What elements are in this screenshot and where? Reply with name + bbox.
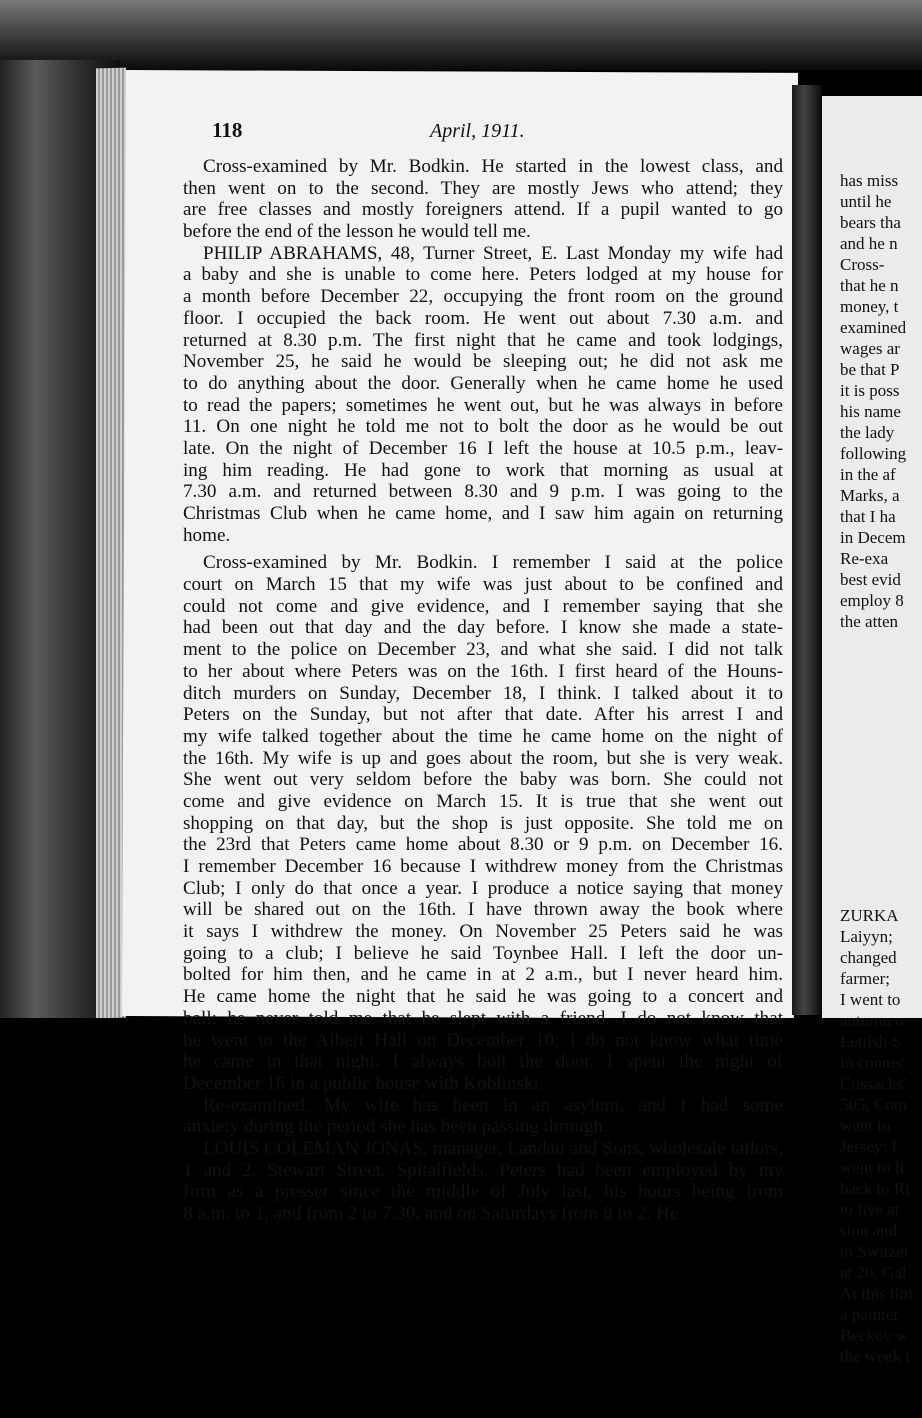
text-line: the 23rd that Peters came home about 8.30 or 9 p.m. on December 16. <box>183 834 783 856</box>
text-line: going to a club; I believe he said Toynbee Hall. I left the door un- <box>183 942 783 964</box>
facing-page-line: I went to <box>840 990 901 1009</box>
text-line: returned at 8.30 p.m. The first night that he came and took lodgings, <box>183 329 783 351</box>
text-line: had been out that day and the day before. I know she made a state- <box>183 617 783 639</box>
text-line: ment to the police on December 23, and what she said. I did not talk <box>183 639 783 661</box>
facing-page-line: in the af <box>840 465 896 484</box>
facing-page-line: 505, Com <box>840 1095 908 1114</box>
text-line: Christmas Club when he came home, and I saw him again on returning <box>183 503 783 524</box>
page-number: 118 <box>212 118 243 142</box>
facing-page-line: the atten <box>840 612 899 631</box>
facing-page-line: went to <box>840 1116 891 1135</box>
text-line: are free classes and mostly foreigners attend. If a pupil wanted to go <box>183 199 783 221</box>
text-line: 11. On one night he told me not to bolt the door as he would be out <box>183 416 783 438</box>
facing-page-line: until he <box>840 192 892 211</box>
facing-page-line: examined <box>840 318 907 337</box>
facing-page-line: and he n <box>840 234 898 253</box>
facing-page-line: ZURKA <box>840 906 899 925</box>
facing-page-line: Re-exa <box>840 549 889 568</box>
page-header <box>212 114 782 148</box>
paragraph <box>183 156 783 243</box>
facing-page-line: the lady <box>840 423 895 442</box>
text-line: shopping on that day, but the shop is just opposite. She told me on <box>183 812 783 834</box>
paragraph <box>183 1138 783 1225</box>
text-line: late. On the night of December 16 I left the house at 10.5 p.m., leav- <box>183 437 783 459</box>
text-line: Club; I only do that once a year. I produce a notice saying that money <box>183 877 783 899</box>
facing-page-line: back to Ri <box>840 1179 910 1198</box>
text-line: Cross-examined by Mr. Bodkin. He started in the lowest class, and <box>203 156 783 177</box>
text-line: floor. I occupied the back room. He went out about 7.30 a.m. and <box>183 307 783 329</box>
text-line: court on March 15 that my wife was just about to be confined and <box>183 574 783 596</box>
text-line: to her about where Peters was on the 16th. I first heard of the Houns- <box>183 660 783 682</box>
facing-page-line: Cross- <box>840 255 885 274</box>
facing-page-line: went to li <box>840 1158 905 1177</box>
facing-page-line: autumn o <box>840 1011 904 1030</box>
text-line: home. <box>183 524 231 546</box>
facing-page-line: the week i <box>840 1347 910 1366</box>
facing-page-text <box>840 170 922 1367</box>
facing-page-line: best evid <box>840 570 901 589</box>
facing-page-line: a painter <box>840 1305 899 1324</box>
facing-page-line: has miss <box>840 171 899 190</box>
text-line: Peters on the Sunday, but not after that date. After his arrest I and <box>183 704 783 726</box>
facing-page-line: Lettish S <box>840 1032 901 1051</box>
facing-page-line: Jersey; I <box>840 1137 898 1156</box>
text-line: my wife talked together about the time he came home on the night of <box>183 725 783 747</box>
text-line: then went on to the second. They are mostly Jews who attend; they <box>183 177 783 199</box>
paragraph <box>183 1095 783 1138</box>
text-line: the 16th. My wife is up and goes about the room, but she is very weak. <box>183 747 783 769</box>
text-line: ditch murders on Sunday, December 18, I think. I talked about it to <box>183 682 783 704</box>
facing-page-line: Beckov w <box>840 1326 909 1345</box>
paragraph <box>183 552 783 1094</box>
facing-page-line: farmer; <box>840 969 891 988</box>
paragraph <box>183 243 783 547</box>
facing-page-line: it is poss <box>840 381 900 400</box>
text-line: 1 and 2, Stewart Street, Spitalfields. Peters had been employed by my <box>183 1159 783 1181</box>
facing-page-line: Marks, a <box>840 486 900 505</box>
facing-page-line: sion and <box>840 1221 898 1240</box>
facing-page-line: money, t <box>840 297 899 316</box>
text-line: will be shared out on the 16th. I have thrown away the book where <box>183 899 783 921</box>
facing-page-line: wages ar <box>840 339 900 358</box>
text-line: PHILIP ABRAHAMS, 48, Turner Street, E. Last Monday my wife had <box>203 242 783 264</box>
facing-page-line: that I ha <box>840 507 896 526</box>
text-line: Cross-examined by Mr. Bodkin. I remember I said at the police <box>203 552 783 574</box>
text-line: December 16 in a public house with Koblinski. <box>183 1072 544 1094</box>
facing-page-line: be that P <box>840 360 900 379</box>
facing-page-line: Laiyyn; <box>840 927 893 946</box>
text-line: firm as a presser since the middle of July last, his hours being from <box>183 1181 783 1203</box>
text-line: a baby and she is unable to come here. Peters lodged at my house for <box>183 264 783 286</box>
facing-page-line: bears tha <box>840 213 901 232</box>
scan-top-edge <box>0 0 922 70</box>
text-line: ing him reading. He had gone to work that morning as usual at <box>183 459 783 481</box>
text-line: ball; he never told me that he slept with a friend. I do not know that <box>183 1007 783 1029</box>
text-line: 8 a.m. to 1, and from 2 to 7.30, and on Saturdays from 8 to 2. He <box>183 1203 679 1224</box>
facing-page-line: to Switzer <box>840 1242 910 1261</box>
facing-page-line: that he n <box>840 276 899 295</box>
text-line: could not come and give evidence, and I remember saying that she <box>183 595 783 617</box>
text-line: 7.30 a.m. and returned between 8.30 and 9 p.m. I was going to the <box>183 481 783 503</box>
text-line: She went out very seldom before the baby was born. She could not <box>183 769 783 791</box>
text-line: He came home the night that he said he was going to a concert and <box>183 986 783 1008</box>
text-line: bolted for him then, and he came in at 2 a.m., but I never heard him. <box>183 964 783 986</box>
text-line: come and give evidence on March 15. It is true that she went out <box>183 790 783 812</box>
text-line: it says I withdrew the money. On November 25 Peters said he was <box>183 921 783 943</box>
facing-page-line: at 20, Gal <box>840 1263 907 1282</box>
text-line: November 25, he said he would be sleeping out; he did not ask me <box>183 351 783 373</box>
facing-page-line: to live at <box>840 1200 900 1219</box>
text-line: before the end of the lesson he would tell me. <box>183 221 531 243</box>
facing-page-line: At this tim <box>840 1284 913 1303</box>
text-line: Re-examined. My wife has been in an asylum, and I had some <box>203 1094 783 1116</box>
facing-page-line: following <box>840 444 907 463</box>
facing-page-line: Cossacks' <box>840 1074 907 1093</box>
page-body-text <box>183 156 783 1225</box>
book-gutter <box>792 85 822 1015</box>
text-line: to read the papers; sometimes he went out, but he was always in before <box>183 394 783 416</box>
facing-page-line: his name <box>840 402 901 421</box>
facing-page-line: changed <box>840 948 897 967</box>
facing-page-gap <box>840 632 922 905</box>
running-head: April, 1911. <box>430 120 525 142</box>
text-line: I remember December 16 because I withdrew money from the Christmas <box>183 856 783 877</box>
text-line: LOUIS COLEMAN JONAS, manager, Landau and Sons, wholesale tailors, <box>203 1137 783 1159</box>
facing-page-line: employ 8 <box>840 591 904 610</box>
text-line: he came in that night. I always bolt the door. I spent the night of <box>183 1051 783 1073</box>
facing-page-line: in connec <box>840 1053 906 1072</box>
text-line: a month before December 22, occupying the front room on the ground <box>183 286 783 308</box>
text-line: he went to the Albert Hall on December 10; I do not know what time <box>183 1029 783 1051</box>
text-line: anxiety during the period she has been passing through. <box>183 1116 608 1138</box>
facing-page-line: in Decem <box>840 528 906 547</box>
text-line: to do anything about the door. Generally when he came home he used <box>183 372 783 394</box>
